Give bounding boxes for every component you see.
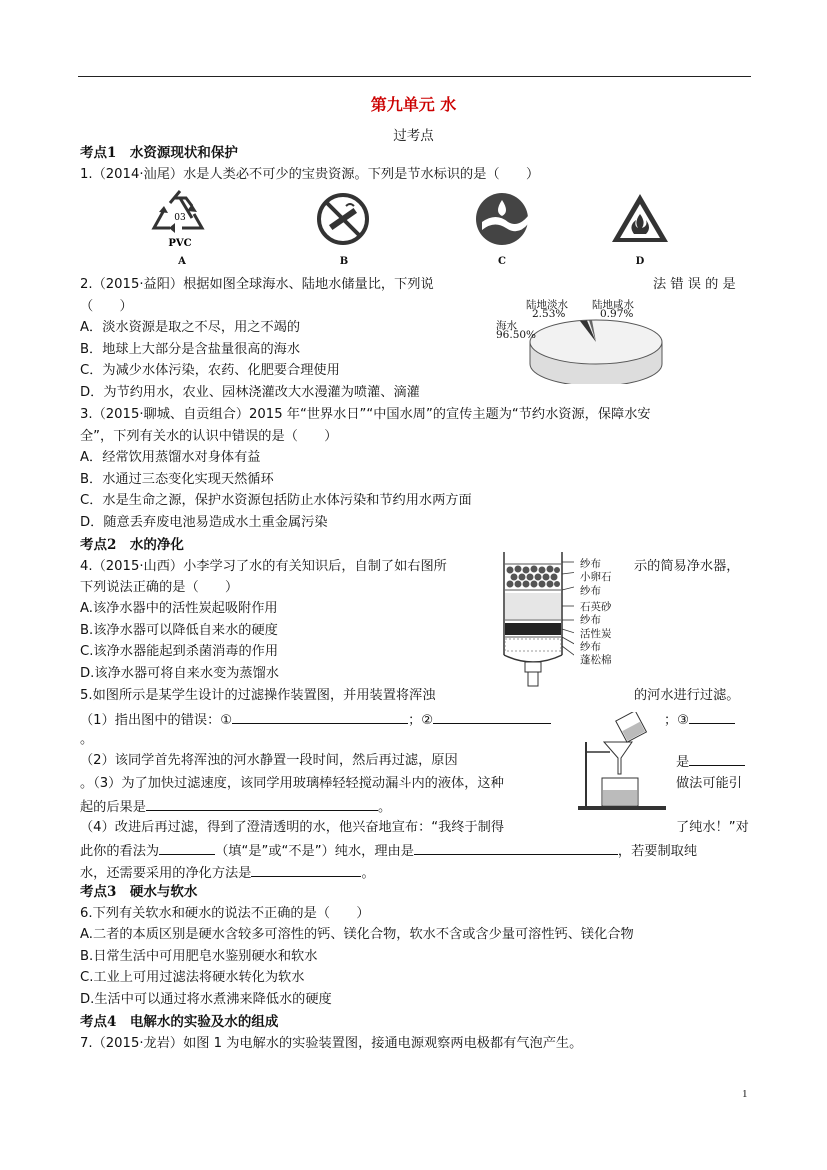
no-smoking-icon [316,192,370,246]
option-label-d: D [635,256,645,267]
q5-part-3-label: 起的后果是 [80,800,146,815]
question-4-text: 4.（2015·山西）小李学习了水的有关知识后，自制了如右图所 [80,559,447,574]
q5-part-1-sep-2: ；② [408,713,434,728]
q6-option-b: B.日常生活中可用肥皂水鉴别硬水和软水 [80,949,318,964]
section-heading-4: 考点4 电解水的实验及水的组成 [80,1014,279,1030]
q5-part-2-tail [676,751,745,771]
question-2-paren: （ ） [80,299,133,314]
answer-blank-6[interactable] [159,840,215,855]
answer-blank-5[interactable] [146,796,378,811]
layer-label-2: 小卵石 [580,571,612,583]
question-6-text: 6.下列有关软水和硬水的说法不正确的是（ ） [80,906,370,921]
question-5-text-tail: 的河水进行过滤。 [634,688,740,703]
sea-water-label: 海水 [496,320,517,332]
q5-part-2-tail-label: 是 [676,755,690,770]
question-2-text-tail: 法 错 误 的 是 [653,277,736,292]
q5-part-1-end: 。 [80,732,94,747]
answer-blank-4[interactable] [689,751,745,766]
answer-blank-7[interactable] [414,840,618,855]
q5-part-3-end: 。 [377,800,392,815]
q2-option-d: D．为节约用水，农业、园林浇灌改大水漫灌为喷灌、滴灌 [80,385,420,400]
flammable-warning-icon [610,192,670,244]
question-2-text: 2.（2015·益阳）根据如图全球海水、陆地水储量比，下列说 [80,277,434,292]
q3-option-d: D．随意丢弃废电池易造成水土重金属污染 [80,515,328,530]
q5-part-4: （4）改进后再过滤，得到了澄清透明的水，他兴奋地宣布：“我终于制得 [80,820,505,835]
fresh-water-label: 陆地淡水 [526,299,568,311]
q5-part-3-tail: 做法可能引 [676,776,742,791]
layer-label-5: 纱布 [580,614,601,626]
q5-part-4-3 [80,862,375,882]
layer-label-1: 纱布 [580,558,601,570]
water-saving-icon [468,192,536,246]
question-7-text: 7.（2015·龙岩）如图 1 为电解水的实验装置图，接通电源观察两电极都有气泡产生。 [80,1036,583,1051]
q3-option-b: B．水通过三态变化实现天然循环 [80,472,274,487]
q3-option-a: A．经常饮用蒸馏水对身体有益 [80,450,261,465]
q5-part-1-label: （1）指出图中的错误：① [80,713,233,728]
question-4-text-2: 下列说法正确的是（ ） [80,580,239,595]
salt-water-value: 0.97% [600,308,634,320]
q5-part-4-method: 水，还需要采用的净化方法是 [80,866,252,881]
layer-label-7: 纱布 [580,641,601,653]
option-label-a: A [178,256,186,267]
q5-part-1-sep-3: ；③ [664,713,690,728]
q3-option-c: C．水是生命之源，保护水资源包括防止水体污染和节约用水两方面 [80,493,472,508]
option-label-b: B [339,256,349,267]
q5-part-3-2 [80,796,391,816]
svg-text:PVC: PVC [168,238,192,248]
layer-label-4: 石英砂 [580,601,612,613]
q5-part-4-end: 。 [361,866,375,881]
section-heading-2: 考点2 水的净化 [80,537,184,553]
q5-part-1-third [664,709,735,729]
q5-part-1 [80,709,551,729]
water-purifier-diagram [492,550,574,690]
q5-part-4-label: 此你的看法为 [80,844,160,859]
option-label-c: C [498,256,506,267]
section-heading-3: 考点3 硬水与软水 [80,884,198,900]
section-heading-1: 考点1 水资源现状和保护 [80,145,238,161]
question-1-text: 1.（2014·汕尾）水是人类必不可少的宝贵资源。下列是节水标识的是（ ） [80,167,540,182]
layer-label-8: 蓬松棉 [580,654,612,666]
question-3-text: 3.（2015·聊城、自贡组合）2015 年“世界水日”“中国水周”的宣传主题为“节约水资源，保障水安 [80,407,651,422]
answer-blank-8[interactable] [251,862,361,877]
page-subtitle: 过考点 [393,128,434,144]
q5-part-4-mid: （填“是”或“不是”）纯水，理由是 [215,844,414,859]
q5-part-4-2 [80,840,697,860]
q2-option-a: A．淡水资源是取之不尽，用之不竭的 [80,320,301,335]
q5-part-3: 。（3）为了加快过滤速度，该同学用玻璃棒轻轻搅动漏斗内的液体，这种 [80,776,504,791]
q4-option-b: B.该净水器可以降低自来水的硬度 [80,623,278,638]
header-rule [78,76,751,77]
q6-option-c: C.工业上可用过滤法将硬水转化为软水 [80,970,305,985]
fresh-water-value: 2.53% [532,308,566,320]
page-title: 第九单元 水 [370,95,457,114]
answer-blank-3[interactable] [689,709,735,724]
q5-part-4-end-text: ，若要制取纯 [617,844,698,859]
q2-option-b: B．地球上大部分是含盐量很高的海水 [80,342,301,357]
q2-option-c: C．为减少水体污染，农药、化肥要合理使用 [80,363,340,378]
q6-option-a: A.二者的本质区别是硬水含较多可溶性的钙、镁化合物，软水不含或含少量可溶性钙、镁化合物 [80,927,634,942]
question-5-text: 5.如图所示是某学生设计的过滤操作装置图，并用装置将浑浊 [80,688,436,703]
q5-part-4-tail: 了纯水！”对 [676,820,749,835]
q4-option-c: C.该净水器能起到杀菌消毒的作用 [80,644,279,659]
filtration-apparatus-diagram [576,712,668,812]
question-4-text-tail: 示的简易净水器， [634,559,740,574]
q4-option-d: D.该净水器可将自来水变为蒸馏水 [80,666,279,681]
answer-blank-1[interactable] [232,709,408,724]
salt-water-label: 陆地咸水 [592,299,634,311]
layer-label-6: 活性炭 [580,628,612,640]
recycle-pvc-icon [142,188,218,248]
q5-part-2: （2）该同学首先将浑浊的河水静置一段时间，然后再过滤，原因 [80,753,458,768]
q4-option-a: A.该净水器中的活性炭起吸附作用 [80,601,278,616]
svg-text:03: 03 [174,213,186,223]
answer-blank-2[interactable] [433,709,551,724]
question-3-text-2: 全”，下列有关水的认识中错误的是（ ） [80,429,338,444]
sea-water-value: 96.50% [496,329,537,341]
page-number: 1 [742,1088,748,1100]
layer-label-3: 纱布 [580,585,601,597]
q6-option-d: D.生活中可以通过将水煮沸来降低水的硬度 [80,992,332,1007]
